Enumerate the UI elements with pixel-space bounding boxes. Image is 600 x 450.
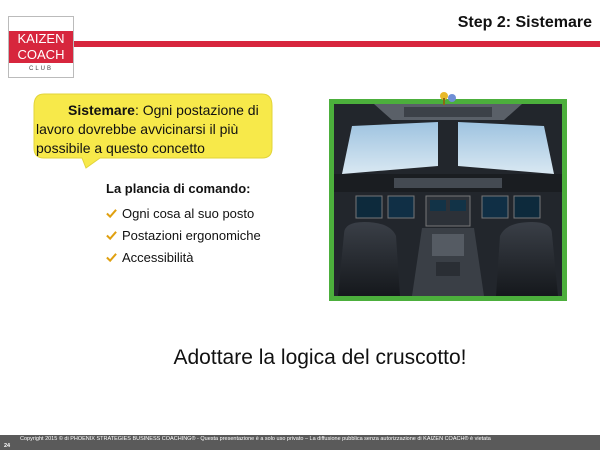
- list-item: [106, 202, 261, 224]
- callout-text: [36, 101, 272, 158]
- logo-kaizen-text: KAIZEN: [9, 31, 73, 47]
- slide-title: Step 2: Sistemare: [457, 14, 592, 31]
- pushpin-icon: [438, 90, 458, 106]
- footer-bar: [0, 435, 600, 450]
- callout-body: : Ogni postazione di lavoro dovrebbe avvicinarsi il più possibile a questo concetto: [36, 102, 259, 156]
- section-heading: La plancia di comando:: [106, 181, 251, 196]
- check-icon: [106, 252, 117, 263]
- kaizen-coach-logo: [8, 16, 74, 78]
- bullet-text: Accessibilità: [122, 249, 194, 265]
- check-icon: [106, 208, 117, 219]
- page-number: 24: [4, 443, 11, 449]
- logo-coach-text: COACH: [9, 47, 73, 63]
- cockpit-photo-frame: [329, 99, 567, 301]
- copyright-text: Copyright 2015 © di PHOENIX STRATEGIES BUSINESS COACHING® - Questa presentazione è a solo uso privato – La diffusione pubblica senza autorizzazione di KAIZEN COACH® è vietata: [20, 436, 491, 442]
- cockpit-photo: [334, 104, 562, 296]
- callout-keyword: Sistemare: [68, 102, 135, 118]
- check-icon: [106, 230, 117, 241]
- list-item: [106, 224, 261, 246]
- logo-club-text: CLUB: [28, 66, 53, 72]
- bullet-text: Postazioni ergonomiche: [122, 227, 261, 243]
- header-rule: [74, 41, 600, 47]
- slide-slogan: Adottare la logica del cruscotto!: [173, 346, 467, 369]
- callout-bubble: [30, 92, 274, 162]
- list-item: [106, 246, 261, 268]
- bullet-text: Ogni cosa al suo posto: [122, 205, 255, 221]
- bullet-list: [106, 202, 261, 268]
